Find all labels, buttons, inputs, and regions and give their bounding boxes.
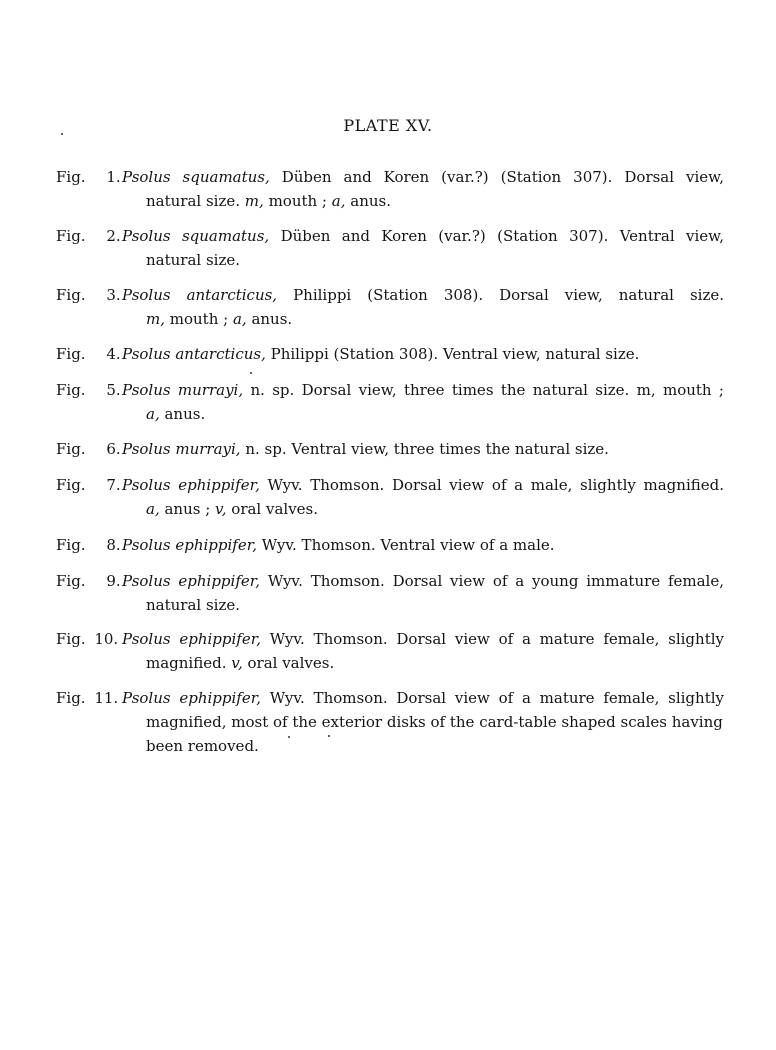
figure-entry: [56, 342, 724, 366]
figure-number: 11.: [89, 689, 119, 707]
figure-label-text: Fig.: [56, 476, 86, 494]
figure-label: [56, 473, 121, 497]
caption-line-2: [122, 307, 724, 331]
species-name: Psolus ephippifer,: [122, 689, 261, 707]
species-name: Psolus antarcticus,: [122, 345, 266, 363]
species-name: Psolus antarcticus,: [122, 286, 278, 304]
caption-text: natural size.: [146, 596, 241, 614]
caption-text: n. sp. Dorsal view, three times the natural size. m, mouth ;: [243, 381, 724, 399]
figure-label-text: Fig.: [56, 440, 86, 458]
caption-text: anus ;: [159, 500, 216, 518]
print-speck: [288, 736, 290, 738]
figure-number: 2.: [101, 227, 121, 245]
figure-entry: [56, 165, 724, 213]
print-speck: [250, 372, 252, 374]
caption-line-1: [122, 224, 724, 248]
figure-caption: [122, 378, 724, 426]
figure-label: [56, 342, 121, 366]
figure-label-text: Fig.: [56, 536, 86, 554]
caption-symbol: v,: [215, 500, 227, 518]
caption-text: anus.: [159, 405, 206, 423]
caption-symbol: a,: [146, 405, 160, 423]
caption-text: mouth ;: [165, 310, 233, 328]
figure-number: 7.: [101, 476, 121, 494]
caption-text: anus.: [345, 192, 391, 210]
caption-line-1: [122, 686, 724, 710]
caption-line-2: [122, 651, 724, 675]
figure-caption: [122, 224, 724, 272]
caption-text: Wyv. Thomson. Ventral view of a male.: [257, 536, 555, 554]
figure-label: [56, 165, 121, 189]
figure-entry: [56, 686, 724, 758]
figure-label-text: Fig.: [56, 227, 86, 245]
species-name: Psolus ephippifer,: [122, 572, 261, 590]
caption-symbol: m,: [244, 192, 264, 210]
caption-text: oral valves.: [226, 500, 319, 518]
figure-entry: [56, 473, 724, 521]
figure-entry: [56, 437, 724, 461]
figure-label: [56, 437, 121, 461]
caption-line-1: [122, 283, 724, 307]
caption-text: oral valves.: [242, 654, 335, 672]
print-speck: [328, 735, 330, 737]
caption-symbol: a,: [331, 192, 346, 210]
figure-entry: [56, 224, 724, 272]
figure-caption: [122, 437, 724, 461]
figure-number: 10.: [89, 630, 119, 648]
caption-text: Düben and Koren (var.?) (Station 307). Dorsal view,: [269, 168, 724, 186]
figure-label: [56, 686, 118, 710]
figure-label: [56, 533, 121, 557]
figure-entry: [56, 627, 724, 675]
print-speck: [61, 133, 63, 135]
caption-symbol: a,: [232, 310, 247, 328]
figure-caption: [122, 165, 724, 213]
species-name: Psolus murrayi,: [122, 381, 244, 399]
figure-label-text: Fig.: [56, 381, 86, 399]
caption-text: magnified.: [146, 654, 232, 672]
caption-line-2: [122, 593, 724, 617]
figure-number: 4.: [101, 345, 121, 363]
figure-entry: [56, 533, 724, 557]
figure-number: 9.: [101, 572, 121, 590]
caption-line-1: [122, 473, 724, 497]
figure-number: 8.: [101, 536, 121, 554]
caption-text: natural size.: [146, 251, 241, 269]
caption-line-1: [122, 342, 724, 366]
page-title: PLATE XV.: [343, 116, 433, 135]
species-name: Psolus squamatus,: [122, 168, 270, 186]
figure-entry: [56, 569, 724, 617]
species-name: Psolus squamatus,: [122, 227, 270, 245]
figure-label: [56, 224, 121, 248]
caption-line-1: [122, 533, 724, 557]
caption-text: natural size.: [146, 192, 245, 210]
figure-label: [56, 378, 121, 402]
caption-text: Wyv. Thomson. Dorsal view of a young immature female,: [260, 572, 724, 590]
caption-line-1: [122, 378, 724, 402]
figure-label-text: Fig.: [56, 689, 86, 707]
caption-line-2: [122, 248, 724, 272]
figure-caption: [122, 533, 724, 557]
caption-symbol: m,: [146, 310, 165, 328]
caption-text: anus.: [246, 310, 293, 328]
figure-number: 5.: [101, 381, 121, 399]
species-name: Psolus ephippifer,: [122, 536, 257, 554]
figure-entry: [56, 283, 724, 331]
figure-label: [56, 569, 121, 593]
figure-label-text: Fig.: [56, 572, 86, 590]
caption-symbol: v,: [231, 654, 243, 672]
species-name: Psolus ephippifer,: [122, 476, 260, 494]
caption-text: Wyv. Thomson. Dorsal view of a male, slightly magnified.: [259, 476, 724, 494]
caption-line-1: [122, 627, 724, 651]
figure-label-text: Fig.: [56, 168, 86, 186]
figure-number: 1.: [101, 168, 121, 186]
caption-line-2: [122, 402, 724, 426]
caption-text: magnified, most of the exterior disks of the card-table shaped scales having: [146, 713, 723, 731]
caption-text: Wyv. Thomson. Dorsal view of a mature female, slightly: [261, 630, 724, 648]
caption-line-2: [122, 189, 724, 213]
figure-caption: [122, 569, 724, 617]
caption-line-2: [122, 497, 724, 521]
caption-text: mouth ;: [263, 192, 332, 210]
figure-label: [56, 283, 121, 307]
caption-line-3: been removed.: [146, 737, 259, 755]
figure-number: 3.: [101, 286, 121, 304]
caption-line-1: [122, 437, 724, 461]
species-name: Psolus murrayi,: [122, 440, 241, 458]
figure-caption: [122, 627, 724, 675]
figure-caption: [122, 283, 724, 331]
figure-caption: [122, 342, 724, 366]
figure-number: 6.: [101, 440, 121, 458]
figure-caption: [122, 686, 724, 758]
caption-text: Wyv. Thomson. Dorsal view of a mature female, slightly: [261, 689, 724, 707]
caption-line-1: [122, 165, 724, 189]
figure-label: [56, 627, 118, 651]
figure-entry: [56, 378, 724, 426]
caption-text: Philippi (Station 308). Dorsal view, natural size.: [277, 286, 724, 304]
caption-line-2: [122, 710, 724, 734]
caption-text: n. sp. Ventral view, three times the natural size.: [240, 440, 609, 458]
figure-label-text: Fig.: [56, 630, 86, 648]
caption-line-1: [122, 569, 724, 593]
figure-label-text: Fig.: [56, 286, 86, 304]
caption-text: Philippi (Station 308). Ventral view, natural size.: [265, 345, 640, 363]
caption-text: Düben and Koren (var.?) (Station 307). Ventral view,: [269, 227, 724, 245]
caption-symbol: a,: [146, 500, 160, 518]
figure-label-text: Fig.: [56, 345, 86, 363]
figure-caption: [122, 473, 724, 521]
species-name: Psolus ephippifer,: [122, 630, 261, 648]
